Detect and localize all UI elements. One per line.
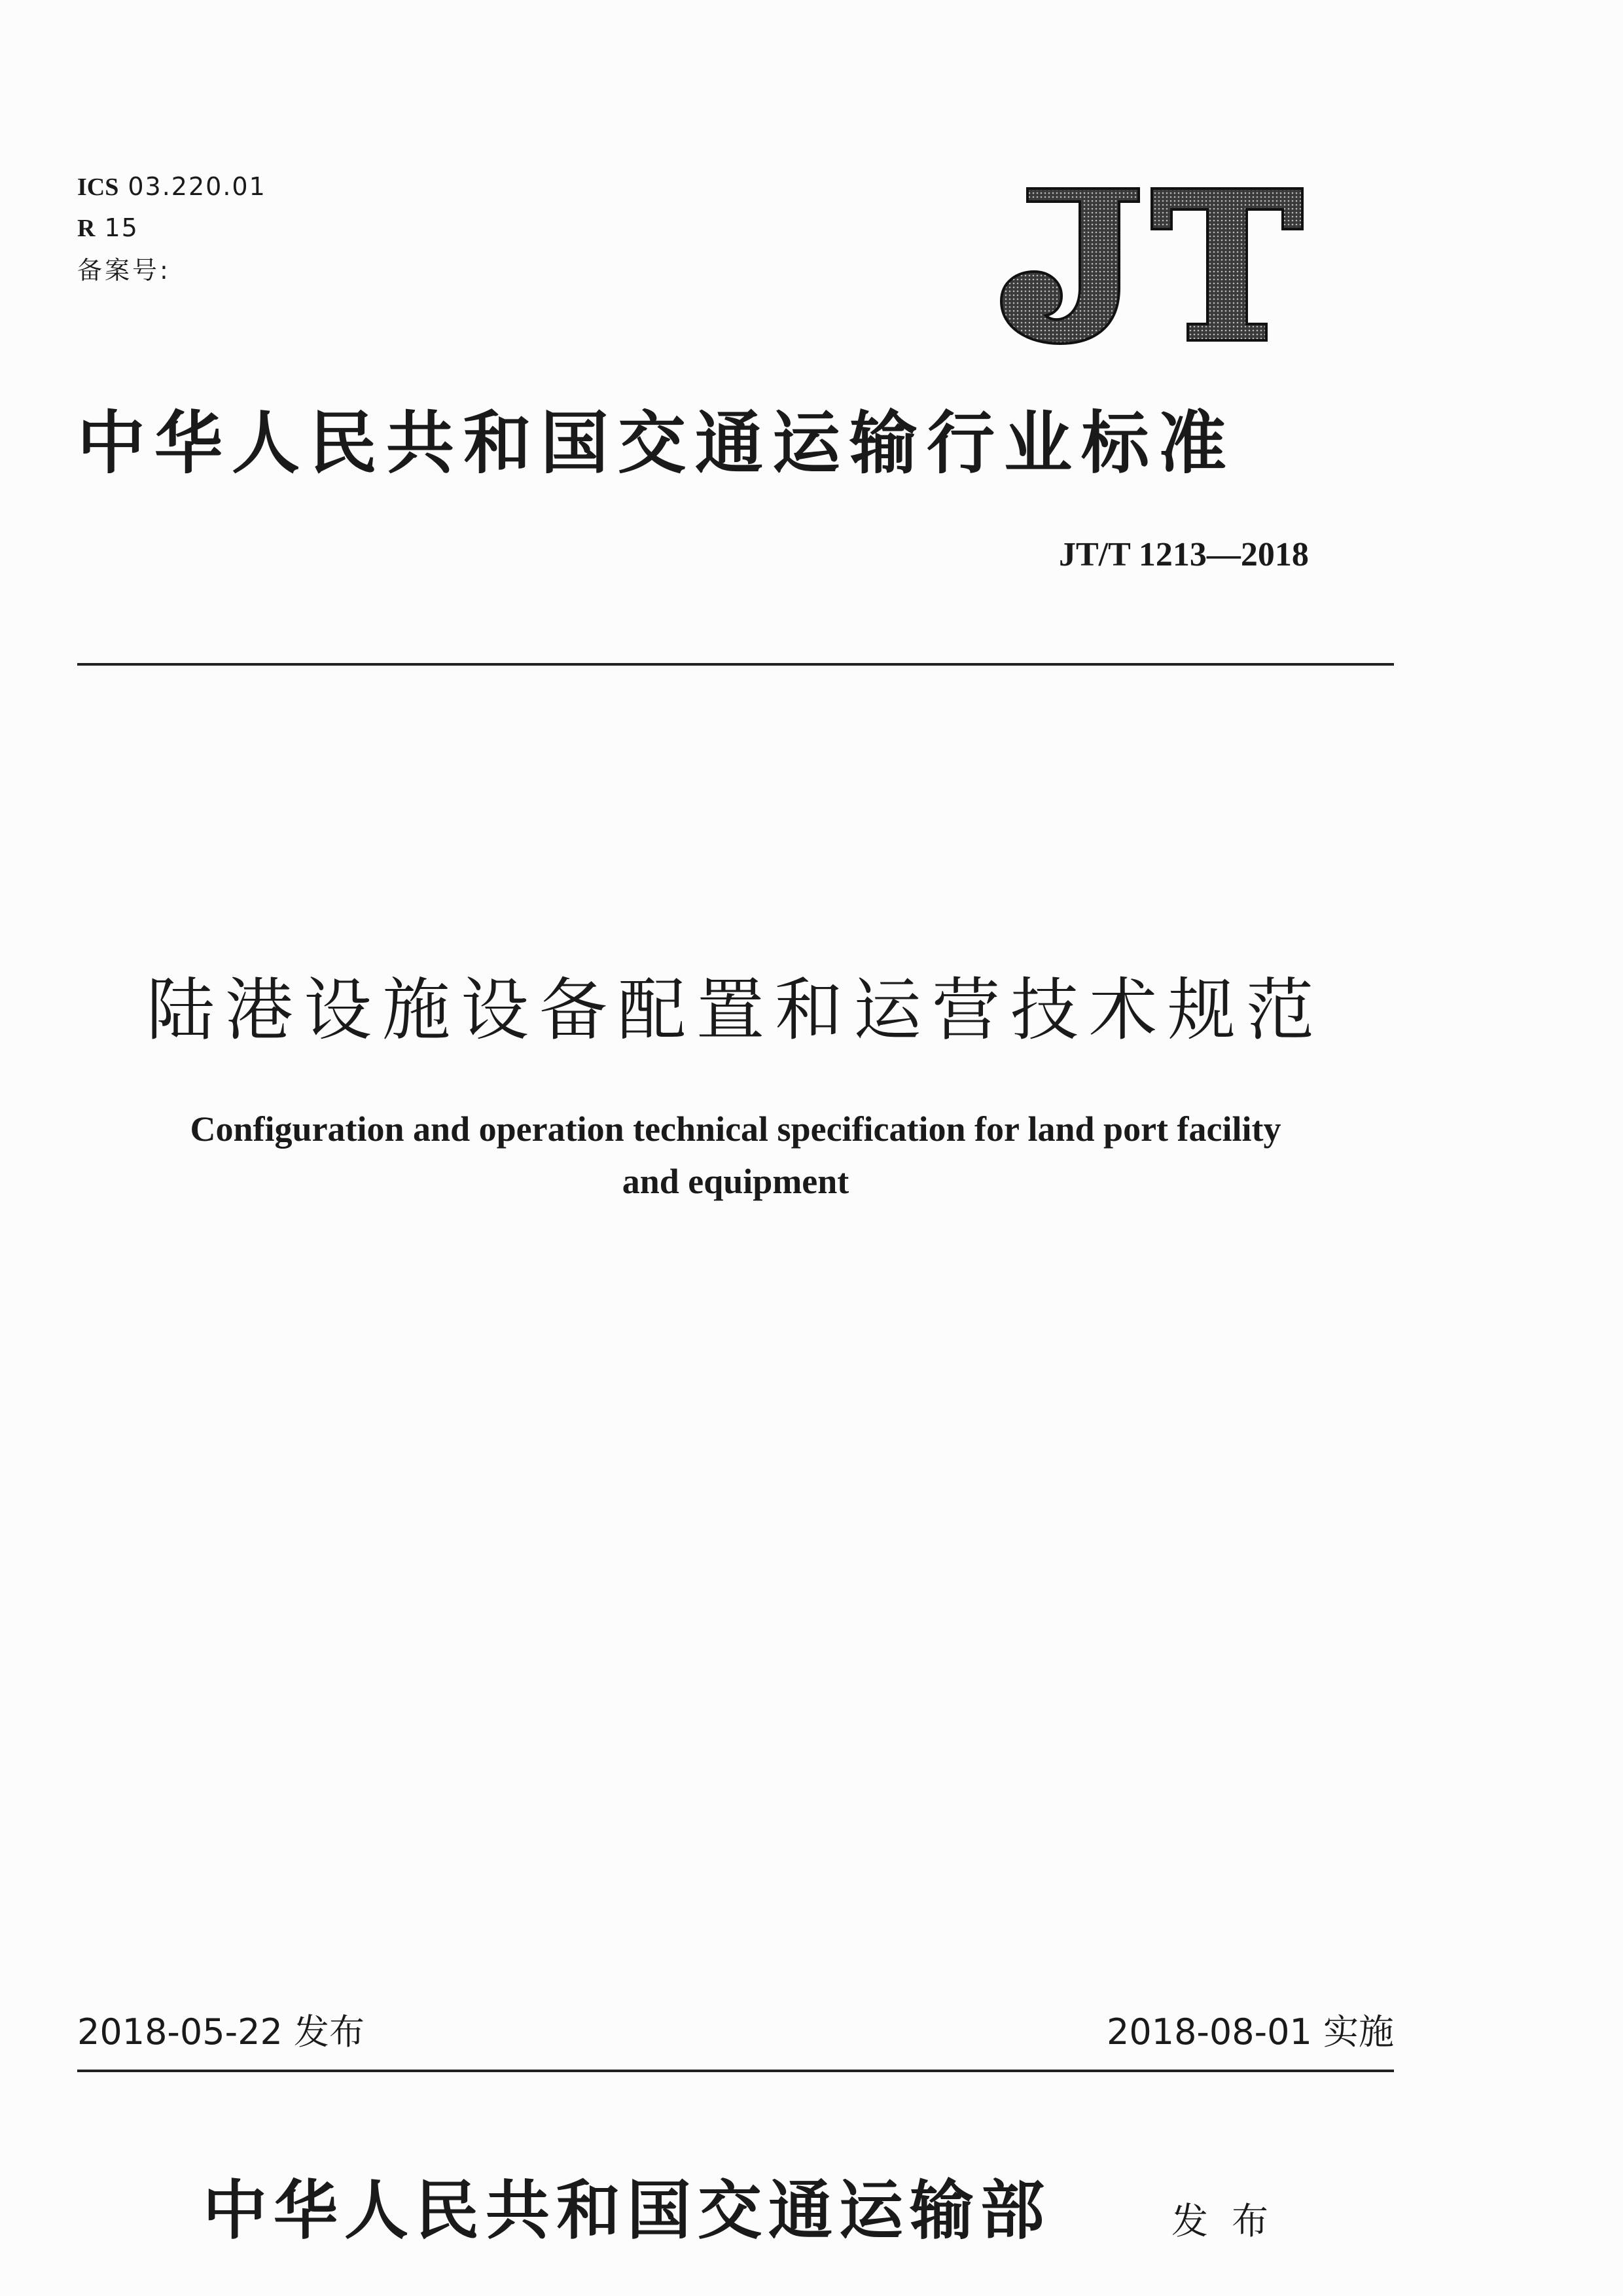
top-divider bbox=[77, 663, 1394, 666]
jt-logo bbox=[988, 183, 1315, 347]
class-label: R bbox=[77, 215, 96, 242]
publish-date: 2018-05-22 发布 bbox=[77, 2011, 365, 2053]
bottom-divider bbox=[77, 2070, 1394, 2072]
issuer-suffix: 发布 bbox=[1171, 2200, 1292, 2243]
title-chinese: 陆港设施设备配置和运营技术规范 bbox=[146, 970, 1325, 1050]
implementation-date: 2018-08-01 实施 bbox=[1107, 2011, 1394, 2053]
classification-code bbox=[77, 213, 139, 243]
ics-value: 03.220.01 bbox=[128, 172, 266, 201]
ics-label: ICS bbox=[77, 173, 119, 201]
jt-logo-text: JT bbox=[1152, 281, 1153, 282]
ics-code bbox=[77, 171, 266, 202]
issuing-authority: 中华人民共和国交通运输部 bbox=[203, 2173, 1052, 2248]
title-english-line-1: Configuration and operation technical specification for land port facility bbox=[190, 1109, 1281, 1149]
record-number: 备案号: bbox=[77, 256, 171, 285]
title-english bbox=[77, 1103, 1394, 1208]
series-title: 中华人民共和国交通运输行业标准 bbox=[77, 403, 1236, 483]
standard-number: JT/T 1213—2018 bbox=[1059, 536, 1309, 573]
class-value: 15 bbox=[104, 213, 139, 242]
title-english-line-2: and equipment bbox=[622, 1162, 849, 1201]
